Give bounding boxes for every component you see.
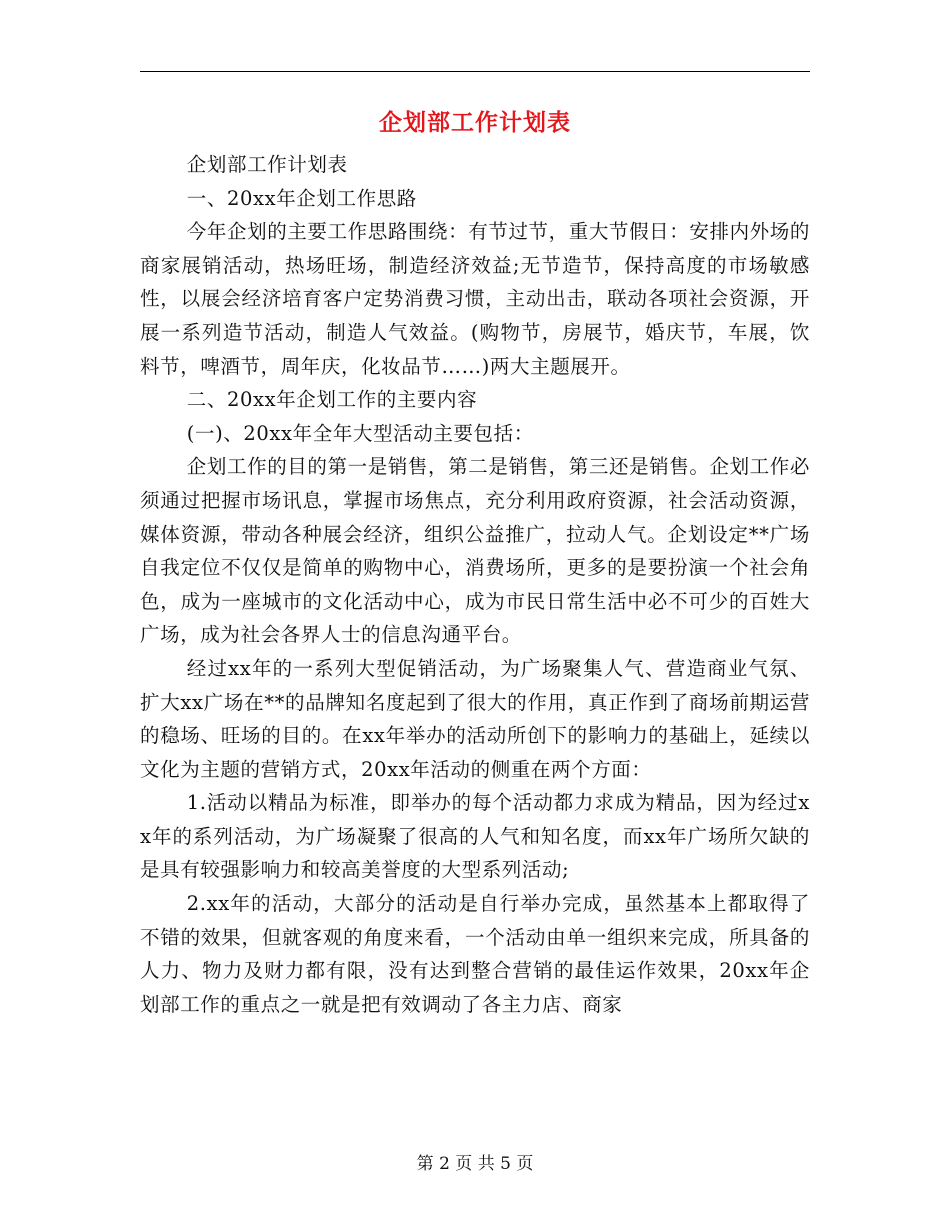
header-rule	[140, 71, 810, 72]
paragraph: 企划工作的目的第一是销售，第二是销售，第三还是销售。企划工作必须通过把握市场讯息，掌握市场焦点，充分利用政府资源，社会活动资源，媒体资源，带动各种展会经济，组织公益推广，拉动人气。企划设定**广场自我定位不仅仅是简单的购物中心，消费场所，更多的是要扮演一个社会角色，成为一座城市的文化活动中心，成为市民日常生活中必不可少的百姓大广场，成为社会各界人士的信息沟通平台。	[140, 455, 810, 647]
paragraph-subtitle: 企划部工作计划表	[186, 153, 348, 176]
document-body	[140, 148, 810, 1021]
heading-subsection-1: (一)、20xx年全年大型活动主要包括：	[186, 421, 534, 445]
paragraph: 经过xx年的一系列大型促销活动，为广场聚集人气、营造商业气氛、扩大xx广场在**的品牌知名度起到了很大的作用，真正作到了商场前期运营的稳场、旺场的目的。在xx年举办的活动所创下的影响力的基础上，延续以文化为主题的营销方式，20xx年活动的侧重在两个方面：	[140, 656, 810, 781]
list-item-2: 2.xx年的活动，大部分的活动是自行举办完成，虽然基本上都取得了不错的效果，但就客观的角度来看，一个活动由单一组织来完成，所具备的人力、物力及财力都有限，没有达到整合营销的最佳运作效果，20xx年企划部工作的重点之一就是把有效调动了各主力店、商家	[140, 892, 810, 1016]
page-number-footer: 第 2 页 共 5 页	[416, 1154, 534, 1174]
document-title: 企划部工作计划表	[379, 109, 571, 136]
heading-section-1: 一、20xx年企划工作思路	[186, 186, 417, 210]
heading-section-2: 二、20xx年企划工作的主要内容	[186, 388, 478, 412]
paragraph: 今年企划的主要工作思路围绕：有节过节，重大节假日：安排内外场的商家展销活动，热场旺场，制造经济效益;无节造节，保持高度的市场敏感性，以展会经济培育客户定势消费习惯，主动出击，联动各项社会资源，开展一系列造节活动，制造人气效益。(购物节，房展节，婚庆节，车展，饮料节，啤酒节，周年庆，化妆品节……)两大主题展开。	[140, 220, 810, 378]
list-item-1: 1.活动以精品为标准，即举办的每个活动都力求成为精品，因为经过xx年的系列活动，为广场凝聚了很高的人气和知名度，而xx年广场所欠缺的是具有较强影响力和较高美誉度的大型系列活动;	[140, 791, 810, 882]
